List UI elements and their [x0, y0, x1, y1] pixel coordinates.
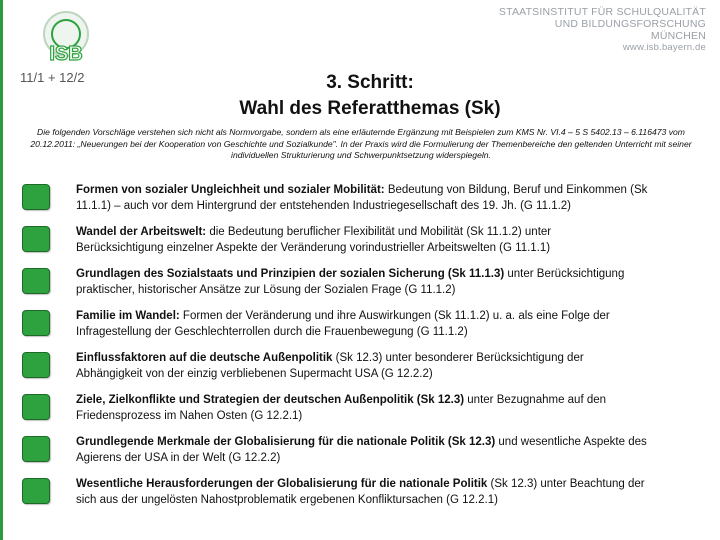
title-line-1: 3. Schritt: — [326, 72, 414, 93]
topic-text: Wandel der Arbeitswelt: die Bedeutung beruflicher Flexibilität und Mobilität (Sk 11.1.2) unter Berücksichtigung einzelner Aspekte der Veränderung vorindustrieller Arbeitswelten (G 11.1.1) — [76, 226, 552, 254]
checkbox-icon[interactable] — [22, 352, 50, 378]
grade-label: 11/1 + 12/2 — [20, 70, 85, 85]
topic-item — [22, 224, 702, 266]
topic-item — [22, 434, 702, 476]
topic-item — [22, 392, 702, 434]
checkbox-icon[interactable] — [22, 478, 50, 504]
topic-text: Formen von sozialer Ungleichheit und sozialer Mobilität: Bedeutung von Bildung, Beruf und Einkommen (Sk 11.1.1) – auch vor dem Hintergrund der entstehenden Industriegesellschaft des 19. Jh. (G 11.1.2) — [76, 184, 648, 212]
institute-line-2: UND BILDUNGSFORSCHUNG — [554, 18, 706, 30]
institute-line-3: MÜNCHEN — [650, 30, 706, 42]
topic-text: Familie im Wandel: Formen der Veränderung und ihre Auswirkungen (Sk 11.1.2) u. a. als eine Folge der Infragestellung der Geschlechterrollen durch die Frauenbewegung (G 11.1.2) — [76, 310, 610, 338]
checkbox-icon[interactable] — [22, 394, 50, 420]
title-line-2: Wahl des Referatthemas (Sk) — [239, 98, 501, 119]
topic-item — [22, 308, 702, 350]
logo-text: ISB — [49, 43, 83, 65]
topic-text: Ziele, Zielkonflikte und Strategien der deutschen Außenpolitik (Sk 12.3) unter Bezugnahme auf den Friedensprozess im Nahen Osten (G 12.2.1) — [76, 394, 607, 422]
institute-url[interactable]: www.isb.bayern.de — [622, 42, 706, 53]
checkbox-icon[interactable] — [22, 436, 50, 462]
topic-text: Wesentliche Herausforderungen der Globalisierung für die nationale Politik (Sk 12.3) unter Beachtung der sich aus der ungelösten Nahostproblematik ergebenen Konfliktursachen (G 12.2.1) — [76, 478, 645, 506]
topic-item — [22, 476, 702, 518]
page-title — [180, 70, 560, 122]
topic-item — [22, 182, 702, 224]
institute-line-1: STAATSINSTITUT FÜR SCHULQUALITÄT — [498, 6, 706, 18]
topic-list — [22, 182, 702, 518]
topic-text: Grundlegende Merkmale der Globalisierung für die nationale Politik (Sk 12.3) und wesentliche Aspekte des Agierens der USA in der Welt (G 12.2.2) — [76, 436, 647, 464]
left-accent-rule — [0, 0, 3, 540]
checkbox-icon[interactable] — [22, 310, 50, 336]
isb-logo — [20, 8, 112, 66]
checkbox-icon[interactable] — [22, 184, 50, 210]
checkbox-icon[interactable] — [22, 268, 50, 294]
checkbox-icon[interactable] — [22, 226, 50, 252]
intro-note: Die folgenden Vorschläge verstehen sich nicht als Normvorgabe, sondern als eine erläuternde Ergänzung mit Beispielen zum KMS Nr. VI.4 – 5 S 5402.13 – 6.116473 vom 20.12.2011: „Neuerungen bei der Kooperation von Geschichte und Sozialkunde". In der Praxis wird die Formulierung der Themenbereiche den geltenden Unterricht mit seiner individuellen Strukturierung und Schwerpunktsetzung widerspiegeln. — [30, 127, 692, 160]
topic-item — [22, 266, 702, 308]
institute-name — [499, 6, 706, 54]
topic-item — [22, 350, 702, 392]
topic-text: Grundlagen des Sozialstaats und Prinzipien der sozialen Sicherung (Sk 11.1.3) unter Berücksichtigung praktischer, historischer Ansätze zur Lösung der Sozialen Frage (G 11.1.2) — [76, 268, 625, 296]
topic-text: Einflussfaktoren auf die deutsche Außenpolitik (Sk 12.3) unter besonderer Berücksichtigung der Abhängigkeit von der einzig verbliebenen Supermacht USA (G 12.2.2) — [76, 352, 584, 380]
